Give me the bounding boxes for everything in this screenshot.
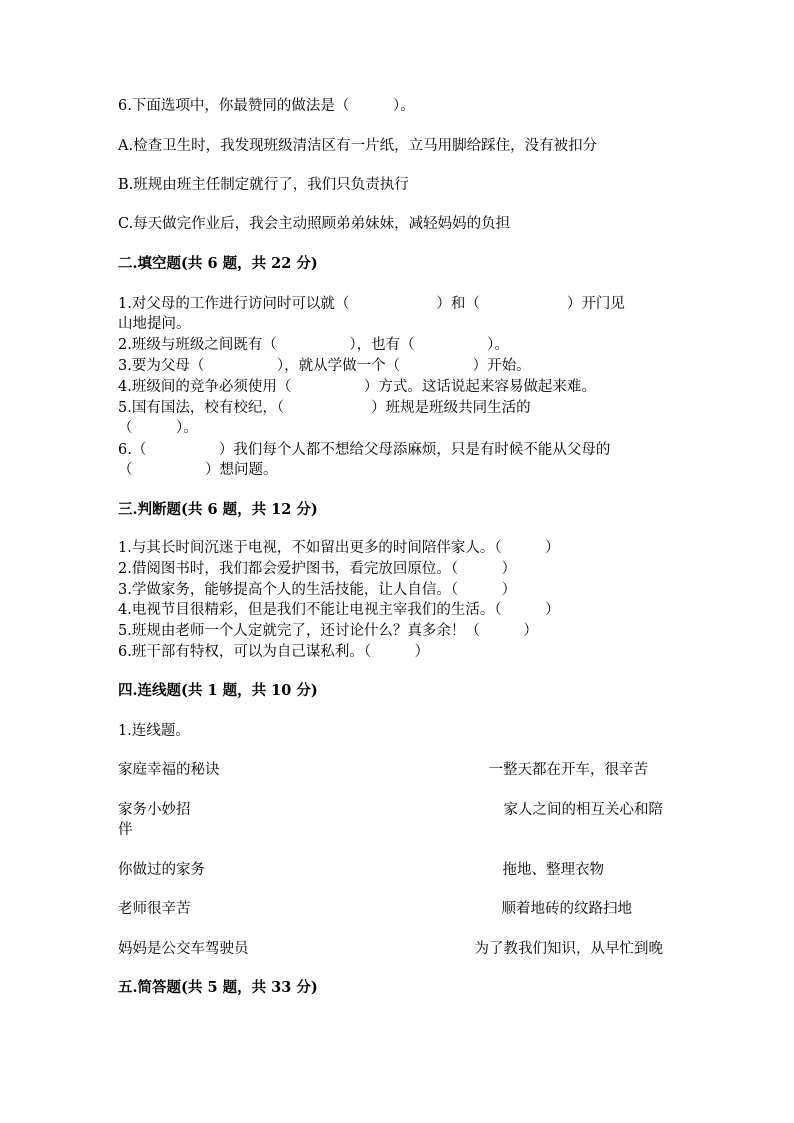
- match-right-item: 一整天都在开车，很辛苦: [488, 762, 648, 778]
- section-3-heading: 三.判断题(共 6 题，共 12 分): [118, 501, 318, 518]
- fill-item: 山地提问。: [118, 316, 191, 332]
- fill-item: 6.（ ）我们每个人都不想给父母添麻烦，只是有时候不能从父母的: [118, 442, 611, 458]
- fill-item: 5.国有国法，校有校纪，（ ）班规是班级共同生活的: [118, 400, 531, 416]
- match-left-item: 你做过的家务: [118, 862, 205, 878]
- match-left-item: 家庭幸福的秘诀: [118, 762, 220, 778]
- question-6-option-c: C.每天做完作业后，我会主动照顾弟弟妹妹，减轻妈妈的负担: [118, 216, 511, 232]
- match-right-item: 拖地、整理衣物: [502, 862, 604, 878]
- match-left-item: 家务小妙招: [118, 802, 191, 818]
- match-left-item: 老师很辛苦: [118, 901, 191, 917]
- judge-item: 2.借阅图书时，我们都会爱护图书，看完放回原位。（ ）: [118, 561, 517, 577]
- question-6-option-a: A.检查卫生时，我发现班级清洁区有一片纸，立马用脚给踩住，没有被扣分: [118, 138, 598, 154]
- judge-item: 1.与其长时间沉迷于电视，不如留出更多的时间陪伴家人。（ ）: [118, 540, 560, 556]
- judge-item: 4.电视节目很精彩，但是我们不能让电视主宰我们的生活。（ ）: [118, 602, 560, 618]
- judge-item: 3.学做家务，能够提高个人的生活技能，让人自信。（ ）: [118, 582, 517, 598]
- fill-item: 2.班级与班级之间既有（ ），也有（ ）。: [118, 337, 509, 353]
- fill-item: 3.要为父母（ ），就从学做一个（ ）开始。: [118, 358, 531, 374]
- matching-prompt: 1.连线题。: [118, 723, 190, 739]
- question-6-stem: 6.下面选项中，你最赞同的做法是（ ）。: [118, 98, 415, 114]
- match-right-item: 家人之间的相互关心和陪: [503, 802, 663, 818]
- fill-item: 4.班级间的竞争必须使用（ ）方式。这话说起来容易做起来难。: [118, 379, 596, 395]
- match-right-item: 顺着地砖的纹路扫地: [501, 901, 632, 917]
- question-6-option-b: B.班规由班主任制定就行了，我们只负责执行: [118, 177, 409, 193]
- fill-item: （ ）想问题。: [118, 462, 278, 478]
- section-4-heading: 四.连线题(共 1 题，共 10 分): [118, 682, 318, 699]
- section-2-heading: 二.填空题(共 6 题，共 22 分): [118, 255, 318, 272]
- judge-item: 6.班干部有特权，可以为自己谋私利。（ ）: [118, 644, 430, 660]
- fill-item: 1.对父母的工作进行访问时可以就（ ）和（ ）开门见: [118, 296, 625, 312]
- match-left-item-wrap: 伴: [118, 822, 133, 838]
- match-right-item: 为了教我们知识，从早忙到晚: [474, 941, 663, 957]
- section-5-heading: 五.简答题(共 5 题，共 33 分): [118, 979, 318, 996]
- fill-item: （ ）。: [118, 420, 198, 436]
- judge-item: 5.班规由老师一个人定就完了，还讨论什么？真多余！（ ）: [118, 623, 538, 639]
- match-left-item: 妈妈是公交车驾驶员: [118, 941, 249, 957]
